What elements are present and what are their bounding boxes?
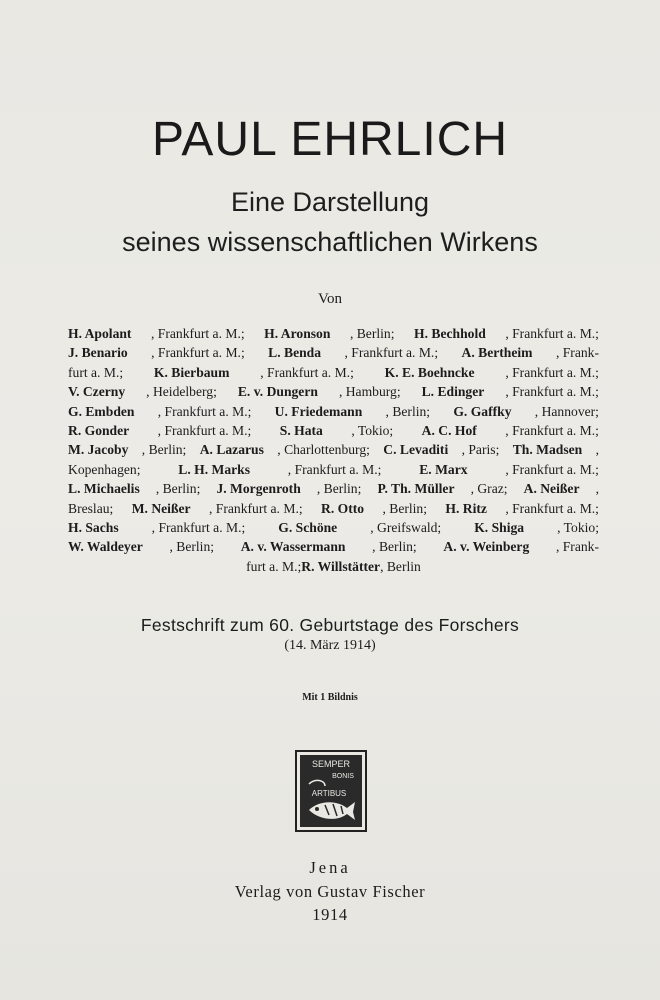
author-name: H. Sachs [68,520,119,536]
author-name: L. Edinger [421,384,485,400]
author-name: L. H. Marks [178,461,251,477]
author-affiliation: , Berlin; [385,403,431,419]
author-affiliation: , Heidelberg; [146,384,217,400]
author-name: H. Bechhold [414,326,486,341]
svg-text:SEMPER: SEMPER [311,759,351,769]
author-affiliation: , Berlin; [382,500,428,516]
author-affiliation: , Frankfurt a. M.; [260,364,354,380]
author-affiliation: , Frankfurt a. M.; [151,520,246,536]
author-affiliation: , Berlin; [349,326,395,341]
publication-place: Jena [309,858,351,877]
author-affiliation: , Frankfurt a. M.; [157,403,252,419]
publisher-emblem-icon [295,750,367,832]
author-name: H. Apolant [68,326,132,341]
author-affiliation: , Graz; [470,481,508,497]
author-affiliation: , Frankfurt a. M.; [505,500,599,516]
author-affiliation: , Paris; [461,442,500,458]
publisher-name: Verlag von Gustav Fischer [234,882,426,901]
author-name: K. Bierbaum [153,364,230,380]
author-line [68,499,599,518]
author-name: G. Schöne [278,520,338,536]
author-name: A. C. Hof [421,423,477,439]
author-affiliation: , Frankfurt a. M.; [157,423,252,439]
illustration-note: Mit 1 Bildnis [302,692,358,703]
festschrift-date: (14. März 1914) [284,638,376,653]
author-affiliation: , Frankfurt a. M.; [505,461,599,477]
author-name: J. Morgenroth [216,481,301,497]
subtitle-line-1: Eine Darstellung [230,187,430,217]
author-affiliation: , Berlin; [316,481,362,497]
subtitle-line-2: seines wissenschaftlichen Wirkens [122,227,538,257]
author-line [68,440,599,459]
author-affiliation: , Berlin; [169,539,215,555]
author-name: A. v. Wassermann [240,539,346,555]
author-line [68,518,599,537]
svg-text:BONIS: BONIS [332,773,354,780]
author-name: E. Marx [419,461,468,477]
publication-year: 1914 [312,905,348,924]
author-affiliation: , Hannover; [534,403,599,419]
author-name: R. Gonder [68,423,130,439]
author-affiliation: furt a. M.; [68,364,124,380]
author-affiliation: , [595,442,599,458]
author-name: G. Embden [68,403,135,419]
by-label: Von [318,291,342,307]
author-affiliation: , Berlin [380,558,421,574]
author-name: E. v. Dungern [237,384,318,400]
author-affiliation: , Frankfurt a. M.; [505,384,599,400]
author-name: A. v. Weinberg [443,539,530,555]
author-affiliation: , Frankfurt a. M.; [505,326,599,341]
author-name: M. Neißer [131,500,191,516]
author-line [68,343,599,362]
author-affiliation: , Berlin; [141,442,187,458]
author-name: A. Neißer [523,481,580,497]
author-list [68,324,599,576]
author-name: R. Willstätter [301,558,381,574]
author-affiliation: , Berlin; [155,481,201,497]
author-affiliation: , Tokio; [557,520,599,536]
author-name: L. Michaelis [68,481,140,497]
author-name: L. Benda [268,345,322,361]
author-name: P. Th. Müller [377,481,455,497]
author-name: M. Jacoby [68,442,129,458]
author-name: H. Aronson [264,326,331,341]
author-name: R. Otto [321,500,365,516]
author-line [68,421,599,440]
author-name: A. Lazarus [199,442,264,458]
author-affiliation: , Frank- [555,539,599,555]
author-affiliation: , Berlin; [372,539,417,555]
author-affiliation: , Tokio; [351,423,394,439]
author-affiliation: , Frankfurt a. M.; [151,345,245,361]
festschrift-line: Festschrift zum 60. Geburtstage des Forschers [140,615,520,635]
author-name: W. Waldeyer [68,539,143,555]
author-affiliation: , Greifswald; [370,520,442,536]
author-affiliation: , Frankfurt a. M.; [151,326,245,341]
author-name: U. Friedemann [274,403,363,419]
author-line [68,479,599,498]
author-affiliation: , Frank- [555,345,599,361]
author-affiliation: , Frankfurt a. M.; [505,423,599,439]
author-name: G. Gaffky [453,403,512,419]
author-affiliation: , Frankfurt a. M.; [505,364,599,380]
author-affiliation: furt a. M.; [246,558,302,574]
author-line [68,402,599,421]
author-name: A. Bertheim [461,345,533,361]
author-name: Th. Madsen [512,442,583,458]
svg-text:ARTIBUS: ARTIBUS [311,789,347,798]
author-name: H. Ritz [445,500,487,516]
author-line [68,557,599,576]
author-name: V. Czerny [68,384,126,400]
author-name: S. Hata [279,423,323,439]
author-name: K. Shiga [474,520,525,536]
author-affiliation: Breslau; [68,500,114,516]
author-affiliation: , Frankfurt a. M.; [208,500,303,516]
author-line [68,324,599,343]
author-name: K. E. Boehncke [384,364,475,380]
author-line [68,537,599,556]
book-title: PAUL EHRLICH [151,113,509,166]
author-affiliation: , Hamburg; [338,384,401,400]
author-affiliation: , Frankfurt a. M.; [344,345,439,361]
author-affiliation: , Charlottenburg; [277,442,370,458]
author-line [68,460,599,479]
author-affiliation: , Frankfurt a. M.; [287,461,382,477]
author-line [68,382,599,401]
author-affiliation: , [595,481,599,497]
author-line [68,363,599,382]
author-name: C. Levaditi [383,442,449,458]
author-affiliation: Kopenhagen; [68,461,141,477]
author-name: J. Benario [68,345,128,361]
